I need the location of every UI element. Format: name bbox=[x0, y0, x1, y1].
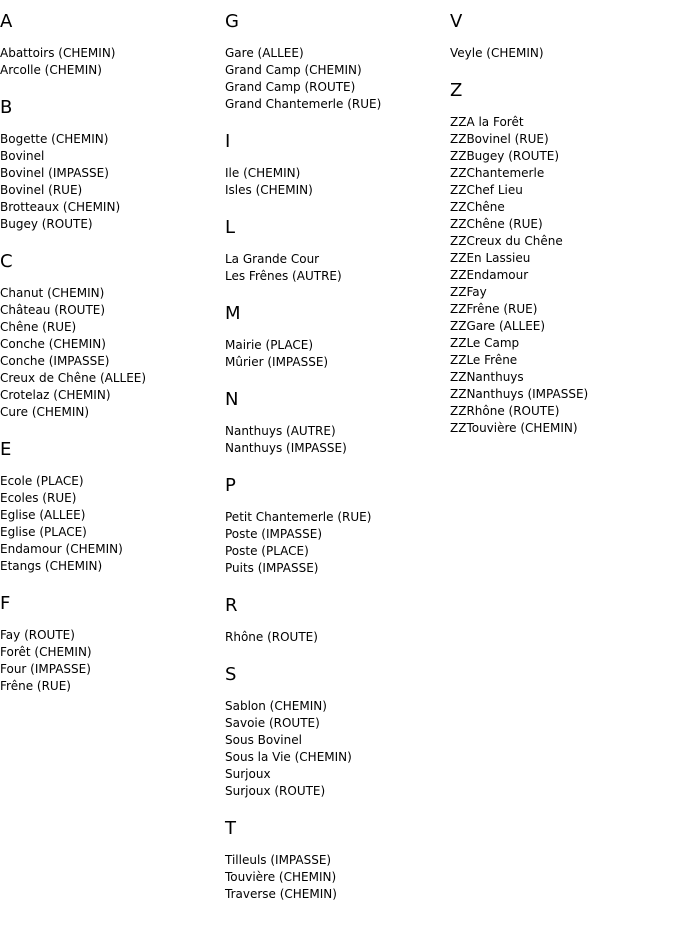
street-entry: Eglise (PLACE) bbox=[0, 525, 87, 539]
street-entry: Conche (IMPASSE) bbox=[0, 354, 110, 368]
street-entry: Bugey (ROUTE) bbox=[0, 217, 93, 231]
street-entry: Ecole (PLACE) bbox=[0, 474, 84, 488]
street-entry: Mûrier (IMPASSE) bbox=[225, 355, 329, 369]
street-list bbox=[0, 473, 220, 575]
street-list bbox=[225, 423, 445, 457]
street-entry: Tilleuls (IMPASSE) bbox=[225, 853, 332, 867]
street-entry: ZZNanthuys (IMPASSE) bbox=[450, 387, 589, 401]
letter-group bbox=[0, 592, 220, 695]
street-entry: Mairie (PLACE) bbox=[225, 338, 314, 352]
street-entry: La Grande Cour bbox=[225, 252, 320, 266]
street-entry: Grand Camp (ROUTE) bbox=[225, 80, 356, 94]
letter-group bbox=[450, 10, 670, 62]
street-entry: Grand Camp (CHEMIN) bbox=[225, 63, 362, 77]
street-list bbox=[225, 629, 445, 646]
street-entry: ZZA la Forêt bbox=[450, 115, 524, 129]
street-list bbox=[225, 165, 445, 199]
letter-group bbox=[225, 663, 445, 800]
letter-group bbox=[225, 817, 445, 903]
letter-heading: Z bbox=[450, 80, 463, 101]
street-entry: Poste (IMPASSE) bbox=[225, 527, 323, 541]
street-entry: ZZNanthuys bbox=[450, 370, 524, 384]
street-list bbox=[0, 131, 220, 233]
street-entry: Arcolle (CHEMIN) bbox=[0, 63, 102, 77]
street-entry: Frêne (RUE) bbox=[0, 679, 71, 693]
street-entry: Endamour (CHEMIN) bbox=[0, 542, 123, 556]
street-entry: Chêne (RUE) bbox=[0, 320, 77, 334]
letter-heading: R bbox=[225, 595, 238, 616]
letter-heading: P bbox=[225, 475, 236, 496]
street-entry: Abattoirs (CHEMIN) bbox=[0, 46, 116, 60]
street-list bbox=[0, 627, 220, 695]
street-entry: ZZBugey (ROUTE) bbox=[450, 149, 560, 163]
letter-heading: C bbox=[0, 251, 13, 272]
street-entry: Veyle (CHEMIN) bbox=[450, 46, 544, 60]
street-entry: Conche (CHEMIN) bbox=[0, 337, 106, 351]
letter-heading: V bbox=[450, 11, 463, 32]
street-entry: Rhône (ROUTE) bbox=[225, 630, 318, 644]
street-entry: ZZRhône (ROUTE) bbox=[450, 404, 560, 418]
street-entry: Traverse (CHEMIN) bbox=[225, 887, 337, 901]
street-entry: Nanthuys (AUTRE) bbox=[225, 424, 336, 438]
street-entry: Touvière (CHEMIN) bbox=[225, 870, 337, 884]
letter-heading: T bbox=[225, 818, 236, 839]
letter-heading: E bbox=[0, 439, 12, 460]
street-entry: Forêt (CHEMIN) bbox=[0, 645, 92, 659]
street-entry: ZZChef Lieu bbox=[450, 183, 523, 197]
street-entry: Cure (CHEMIN) bbox=[0, 405, 90, 419]
street-list bbox=[0, 285, 220, 421]
letter-heading: S bbox=[225, 664, 237, 685]
street-entry: Bovinel (IMPASSE) bbox=[0, 166, 109, 180]
street-entry: ZZEn Lassieu bbox=[450, 251, 531, 265]
street-list bbox=[0, 45, 220, 79]
street-entry: Sablon (CHEMIN) bbox=[225, 699, 327, 713]
index-column-2 bbox=[225, 10, 445, 903]
street-entry: Eglise (ALLEE) bbox=[0, 508, 86, 522]
street-entry: Surjoux (ROUTE) bbox=[225, 784, 326, 798]
street-entry: Sous la Vie (CHEMIN) bbox=[225, 750, 352, 764]
street-list bbox=[225, 852, 445, 903]
street-entry: Chanut (CHEMIN) bbox=[0, 286, 105, 300]
street-list bbox=[450, 45, 670, 62]
street-entry: ZZLe Frêne bbox=[450, 353, 518, 367]
street-list bbox=[225, 251, 445, 285]
letter-heading: G bbox=[225, 11, 239, 32]
street-entry: ZZFrêne (RUE) bbox=[450, 302, 538, 316]
street-entry: ZZChêne (RUE) bbox=[450, 217, 543, 231]
street-entry: Nanthuys (IMPASSE) bbox=[225, 441, 347, 455]
letter-group bbox=[225, 302, 445, 371]
street-entry: Etangs (CHEMIN) bbox=[0, 559, 103, 573]
letter-heading: A bbox=[0, 11, 13, 32]
letter-group bbox=[225, 474, 445, 577]
street-entry: Les Frênes (AUTRE) bbox=[225, 269, 342, 283]
street-entry: ZZFay bbox=[450, 285, 487, 299]
street-entry: ZZLe Camp bbox=[450, 336, 520, 350]
street-list bbox=[450, 114, 670, 437]
street-entry: Ecoles (RUE) bbox=[0, 491, 77, 505]
street-entry: ZZEndamour bbox=[450, 268, 529, 282]
street-entry: Surjoux bbox=[225, 767, 271, 781]
street-entry: ZZChantemerle bbox=[450, 166, 545, 180]
letter-group bbox=[0, 250, 220, 421]
letter-heading: M bbox=[225, 303, 241, 324]
street-entry: Crotelaz (CHEMIN) bbox=[0, 388, 111, 402]
street-entry: Fay (ROUTE) bbox=[0, 628, 75, 642]
street-entry: Grand Chantemerle (RUE) bbox=[225, 97, 382, 111]
letter-heading: F bbox=[0, 593, 11, 614]
street-entry: Ile (CHEMIN) bbox=[225, 166, 301, 180]
street-entry: ZZBovinel (RUE) bbox=[450, 132, 549, 146]
street-entry: Bovinel bbox=[0, 149, 45, 163]
letter-group bbox=[225, 594, 445, 646]
street-entry: Creux de Chêne (ALLEE) bbox=[0, 371, 147, 385]
letter-group bbox=[0, 10, 220, 79]
letter-group bbox=[0, 96, 220, 233]
letter-group bbox=[225, 10, 445, 113]
index-column-1 bbox=[0, 10, 220, 695]
street-entry: Poste (PLACE) bbox=[225, 544, 309, 558]
street-entry: Isles (CHEMIN) bbox=[225, 183, 313, 197]
letter-group bbox=[450, 79, 670, 437]
street-entry: Château (ROUTE) bbox=[0, 303, 106, 317]
letter-heading: B bbox=[0, 97, 13, 118]
street-entry: ZZCreux du Chêne bbox=[450, 234, 563, 248]
street-entry: Bovinel (RUE) bbox=[0, 183, 83, 197]
street-entry: Bogette (CHEMIN) bbox=[0, 132, 109, 146]
street-entry: Four (IMPASSE) bbox=[0, 662, 91, 676]
letter-group bbox=[225, 130, 445, 199]
street-list bbox=[225, 45, 445, 113]
index-column-3 bbox=[450, 10, 670, 437]
street-entry: Savoie (ROUTE) bbox=[225, 716, 320, 730]
letter-group bbox=[225, 216, 445, 285]
street-entry: Gare (ALLEE) bbox=[225, 46, 304, 60]
street-entry: Petit Chantemerle (RUE) bbox=[225, 510, 372, 524]
street-list bbox=[225, 698, 445, 800]
letter-heading: I bbox=[225, 131, 231, 152]
letter-heading: N bbox=[225, 389, 239, 410]
street-entry: Brotteaux (CHEMIN) bbox=[0, 200, 121, 214]
letter-heading: L bbox=[225, 217, 236, 238]
street-entry: ZZGare (ALLEE) bbox=[450, 319, 546, 333]
street-entry: ZZChêne bbox=[450, 200, 505, 214]
letter-group bbox=[0, 438, 220, 575]
street-entry: Sous Bovinel bbox=[225, 733, 302, 747]
street-entry: ZZTouvière (CHEMIN) bbox=[450, 421, 578, 435]
street-list bbox=[225, 509, 445, 577]
street-entry: Puits (IMPASSE) bbox=[225, 561, 319, 575]
street-list bbox=[225, 337, 445, 371]
letter-group bbox=[225, 388, 445, 457]
